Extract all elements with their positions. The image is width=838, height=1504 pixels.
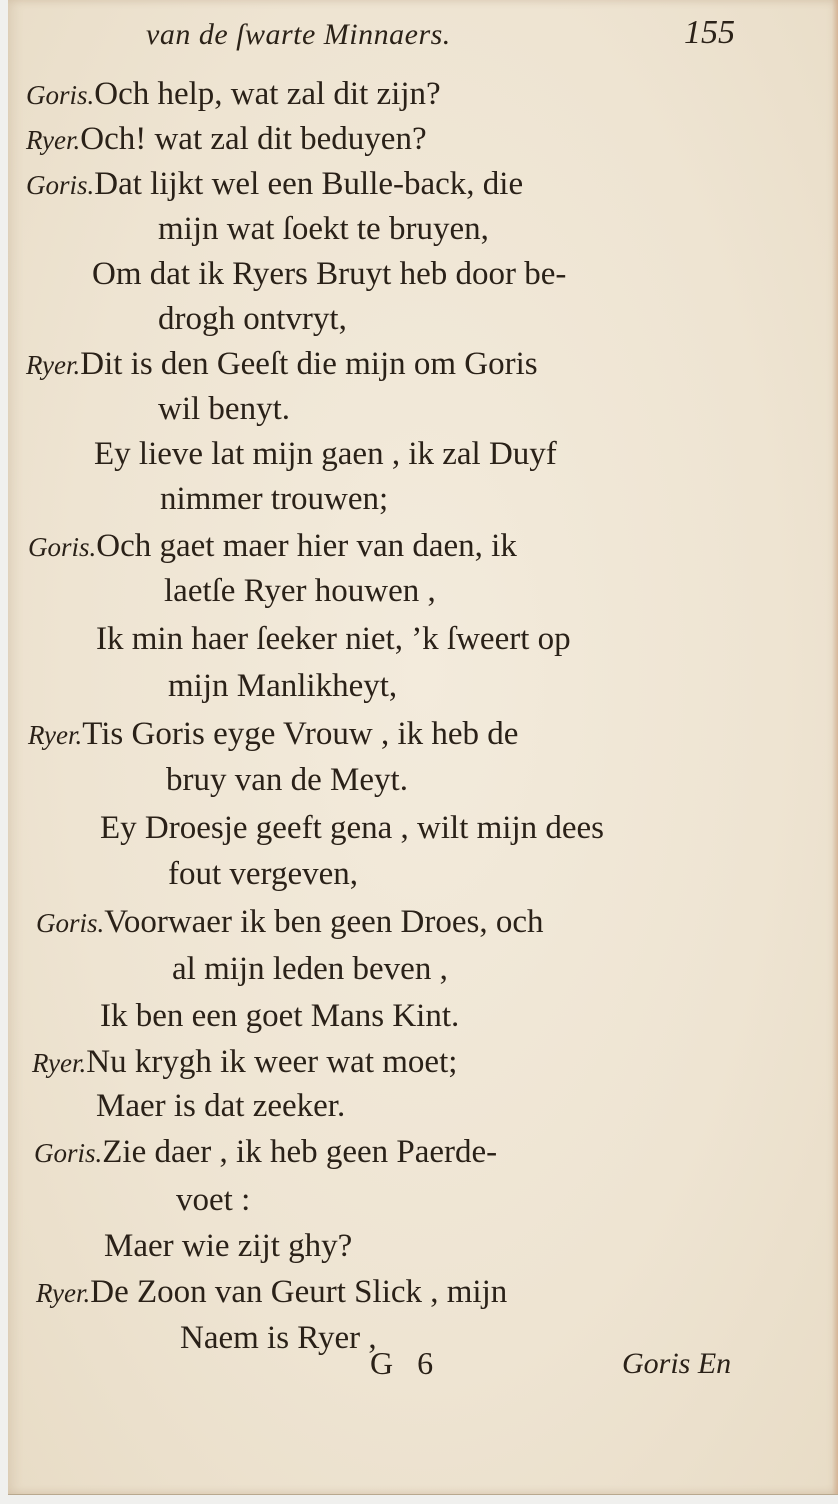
dialogue-text-line: voet :	[176, 1182, 251, 1218]
text-line	[32, 1040, 457, 1084]
text-line	[26, 117, 427, 161]
dialogue-text-line: Om dat ik Ryers Bruyt heb door be-	[92, 256, 567, 292]
dialogue-text-line: wil benyt.	[158, 391, 290, 427]
speaker-label: Goris.	[36, 908, 105, 938]
dialogue-text-line: fout vergeven,	[168, 856, 358, 892]
speaker-label: Goris.	[26, 170, 95, 200]
dialogue-text-line: Naem is Ryer ,	[180, 1320, 377, 1356]
dialogue-text-line: Ey lieve lat mijn gaen , ik zal Duyf	[94, 436, 557, 472]
text-line	[34, 1130, 497, 1174]
dialogue-text-line: Dat lijkt wel een Bulle-back, die	[94, 166, 524, 202]
dialogue-text-line: al mijn leden beven ,	[172, 951, 448, 987]
dialogue-text-line: Och gaet maer hier van daen, ik	[96, 528, 517, 564]
text-line	[158, 387, 290, 431]
dialogue-text-line: Ey Droesje geeft gena , wilt mijn dees	[100, 810, 605, 846]
speaker-label: Ryer.	[26, 350, 81, 380]
speaker-label: Goris.	[34, 1138, 103, 1168]
dialogue-text-line: Ik min haer ſeeker niet, ’k ſweert op	[96, 621, 571, 657]
speaker-label: Ryer.	[28, 720, 83, 750]
text-line	[100, 994, 459, 1038]
signature-mark: G 6	[370, 1345, 442, 1381]
dialogue-text-line: Maer wie zijt ghy?	[104, 1228, 353, 1264]
dialogue-text-line: mijn wat ſoekt te bruyen,	[158, 211, 489, 247]
text-line	[176, 1178, 250, 1222]
text-line	[26, 342, 538, 386]
page-number: 155	[684, 14, 735, 51]
dialogue-text-line: Ik ben een goet Mans Kint.	[100, 998, 460, 1034]
dialogue-text-line: Dit is den Geeſt die mijn om Goris	[80, 346, 538, 382]
text-line	[28, 524, 517, 568]
text-line	[92, 252, 566, 296]
text-line	[94, 432, 557, 476]
dialogue-text-line: drogh ontvryt,	[158, 301, 347, 337]
speaker-label: Ryer.	[32, 1048, 87, 1078]
text-line	[166, 758, 408, 802]
text-line	[100, 806, 604, 850]
text-line	[36, 900, 544, 944]
running-title: van de ſwarte Minnaers.	[146, 18, 451, 51]
page-footer	[8, 1345, 838, 1395]
text-line	[168, 664, 397, 708]
text-line	[164, 569, 436, 613]
dialogue-text-line: Maer is dat zeeker.	[96, 1088, 346, 1124]
text-line	[158, 297, 347, 341]
text-line	[168, 852, 358, 896]
speaker-label: Goris.	[26, 80, 95, 110]
dialogue-text-line: nimmer trouwen;	[160, 481, 389, 517]
catchword: Goris En	[622, 1347, 732, 1380]
dialogue-text-line: De Zoon van Geurt Slick , mijn	[90, 1274, 508, 1310]
text-line	[104, 1224, 352, 1268]
text-line	[26, 72, 441, 116]
text-line	[26, 162, 523, 206]
text-line	[158, 207, 489, 251]
book-page	[8, 0, 838, 1495]
running-head	[8, 10, 838, 60]
dialogue-text-line: Tis Goris eyge Vrouw , ik heb de	[82, 716, 519, 752]
dialogue-text-line: Och help, wat zal dit zijn?	[94, 76, 441, 112]
dialogue-text-line: Nu krygh ik weer wat moet;	[86, 1044, 458, 1080]
speaker-label: Ryer.	[26, 125, 81, 155]
dialogue-text-line: mijn Manlikheyt,	[168, 668, 398, 704]
text-line	[96, 617, 571, 661]
dialogue-text-line: Voorwaer ik ben geen Droes, och	[104, 904, 544, 940]
dialogue-text-line: bruy van de Meyt.	[166, 762, 408, 798]
text-line	[160, 477, 388, 521]
text-line	[28, 712, 518, 756]
text-line	[96, 1084, 345, 1128]
text-line	[36, 1270, 507, 1314]
dialogue-text-line: laetſe Ryer houwen ,	[164, 573, 436, 609]
speaker-label: Goris.	[28, 532, 97, 562]
dialogue-text-line: Zie daer , ik heb geen Paerde-	[102, 1134, 498, 1170]
text-line	[172, 947, 448, 991]
speaker-label: Ryer.	[36, 1278, 91, 1308]
dialogue-text-line: Och! wat zal dit beduyen?	[80, 121, 427, 157]
